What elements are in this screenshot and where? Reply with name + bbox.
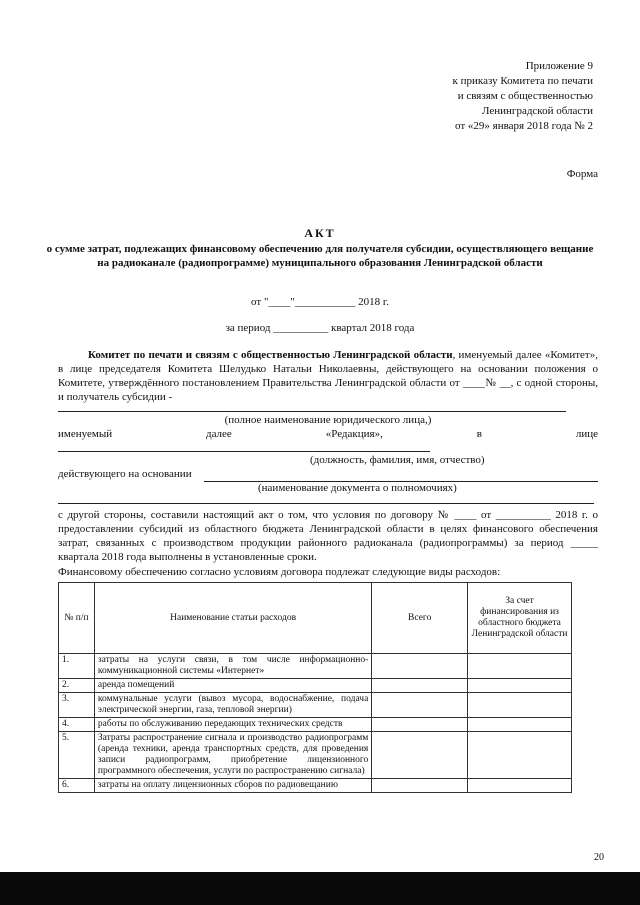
row-expense-name: аренда помещений <box>94 679 371 693</box>
table-header-row <box>59 583 572 654</box>
table-row <box>59 732 572 779</box>
named-word-1: именуемый <box>58 428 113 440</box>
header-number: № п/п <box>59 583 95 654</box>
row-total-cell <box>372 693 468 718</box>
row-number: 3. <box>59 693 95 718</box>
table-row <box>59 718 572 732</box>
position-line <box>58 450 430 452</box>
row-number: 2. <box>59 679 95 693</box>
named-word-2: далее <box>205 428 232 440</box>
row-expense-name: Затраты распространение сигнала и производство радиопрограмм (аренда техники, аренда транспортных средств, для проведения записи радиопрограмм, приобретение лицензионного программного обеспечения, услуги по распространению сигнала) <box>94 732 371 779</box>
appendix-line-1: Приложение 9 <box>525 60 593 72</box>
appendix-line-5: от «29» января 2018 года № 2 <box>455 120 593 132</box>
scan-bottom-bar <box>0 872 640 905</box>
row-expense-name: работы по обслуживанию передающих технических средств <box>94 718 371 732</box>
row-regional-cell <box>468 693 572 718</box>
expenses-table <box>58 582 572 793</box>
table-row <box>59 654 572 679</box>
header-total: Всего <box>372 583 468 654</box>
row-total-cell <box>372 732 468 779</box>
row-total-cell <box>372 779 468 793</box>
appendix-header <box>453 59 593 134</box>
named-word-5: лице <box>575 428 598 440</box>
row-expense-name: коммунальные услуги (вывоз мусора, водоснабжение, подача электрической энергии, газа, тепловой энергии) <box>94 693 371 718</box>
page-number: 20 <box>594 852 604 863</box>
row-total-cell <box>372 718 468 732</box>
row-number: 1. <box>59 654 95 679</box>
caption-position: (должность, фамилия, имя, отчество) <box>310 454 485 466</box>
appendix-line-4: Ленинградской области <box>482 105 593 117</box>
acting-on-label: действующего на основании <box>58 468 192 480</box>
legal-name-line <box>58 410 566 412</box>
paragraph-parties <box>58 348 598 404</box>
date-line: от "____"___________ 2018 г. <box>251 296 389 308</box>
document-title: АКТ <box>304 226 336 240</box>
row-regional-cell <box>468 779 572 793</box>
table-row <box>59 693 572 718</box>
named-word-4: в <box>476 428 482 440</box>
header-expense-name: Наименование статьи расходов <box>94 583 371 654</box>
row-regional-cell <box>468 718 572 732</box>
period-line: за период __________ квартал 2018 года <box>225 322 415 334</box>
named-row <box>58 428 598 440</box>
header-regional-budget: За счет финансирования из областного бюджета Ленинградской области <box>468 583 572 654</box>
appendix-line-3: и связям с общественностью <box>457 90 593 102</box>
table-row <box>59 679 572 693</box>
row-regional-cell <box>468 732 572 779</box>
form-label: Форма <box>566 168 598 180</box>
row-total-cell <box>372 679 468 693</box>
caption-legal-name: (полное наименование юридического лица,) <box>224 414 432 426</box>
row-regional-cell <box>468 679 572 693</box>
document-line <box>58 502 594 504</box>
row-expense-name: затраты на оплату лицензионных сборов по радиовещанию <box>94 779 371 793</box>
named-word-3: «Редакция», <box>325 428 383 440</box>
paragraph-expenses: Финансовому обеспечению согласно условиям договора подлежат следующие виды расходов: <box>58 566 501 578</box>
committee-name: Комитет по печати и связям с общественностью Ленинградской области <box>88 349 453 361</box>
document-subtitle: о сумме затрат, подлежащих финансовому обеспечению для получателя субсидии, осуществляющего вещание на радиоканале (радиопрограмме) муниципального образования Ленинградской области <box>46 243 594 269</box>
table-row <box>59 779 572 793</box>
row-number: 4. <box>59 718 95 732</box>
appendix-line-2: к приказу Комитета по печати <box>452 75 593 87</box>
paragraph-conditions: с другой стороны, составили настоящий акт о том, что условия по договору № ____ от __________ 2018 г. о предоставлении субсидий из областного бюджета Ленинградской области в целях финансового обеспечения затрат, связанных с производством продукции районного радиоканала (радиопрограммы) за период _____ квартала 2018 года выполнены в установленные сроки. <box>58 509 598 563</box>
row-number: 5. <box>59 732 95 779</box>
row-expense-name: затраты на услуги связи, в том числе информационно-коммуникационной системы «Интернет» <box>94 654 371 679</box>
row-regional-cell <box>468 654 572 679</box>
paragraph-parties-rest: , именуемый далее «Комитет», в лице председателя Комитета Шелудько Натальи Николаевны, действующего на основании положения о Комитете, утверждённого постановлением Правительства Ленинградской области от ____№ __, с одной стороны, и получатель субсидии - <box>58 349 598 403</box>
caption-document: (наименование документа о полномочиях) <box>258 482 457 494</box>
row-number: 6. <box>59 779 95 793</box>
row-total-cell <box>372 654 468 679</box>
